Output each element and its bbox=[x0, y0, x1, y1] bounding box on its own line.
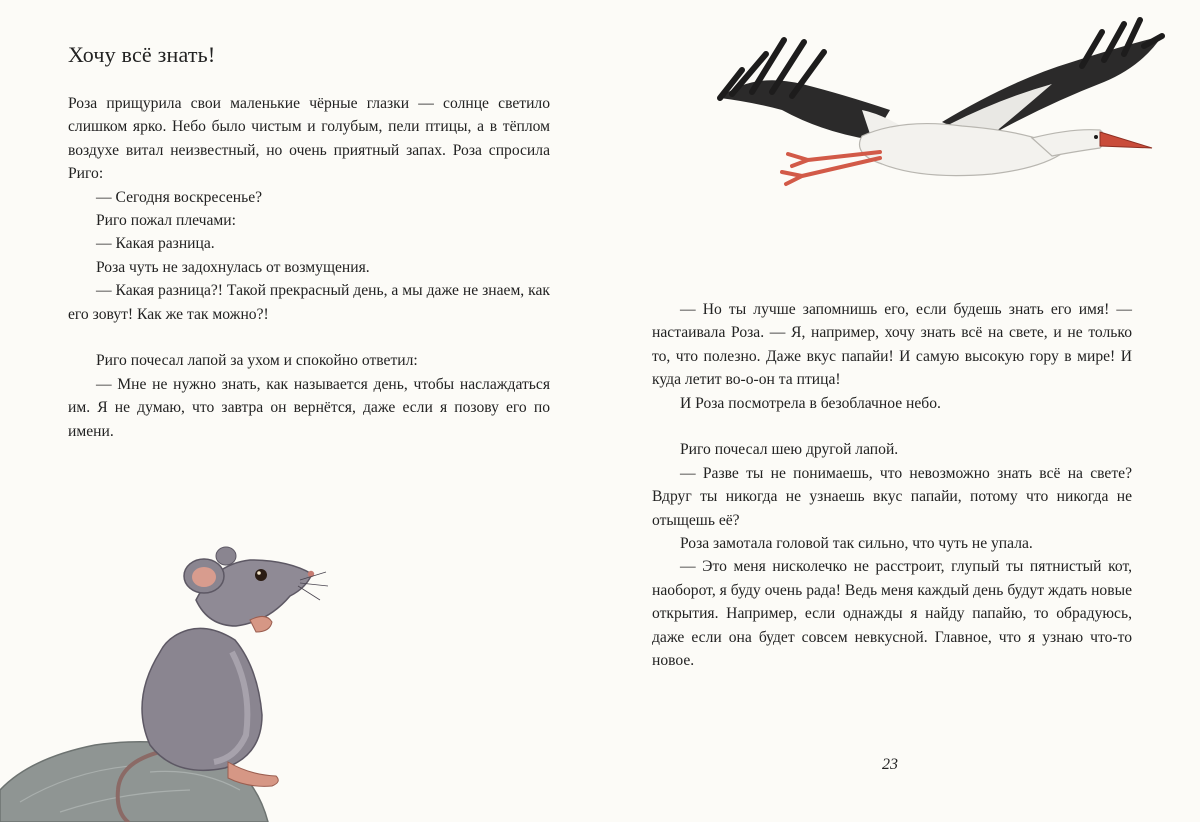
paragraph: Роза чуть не задохнулась от возмущения. bbox=[96, 258, 370, 276]
paragraph: Риго почесал лапой за ухом и спокойно ответил: bbox=[96, 352, 418, 370]
paragraph: Риго пожал плечами: bbox=[96, 212, 236, 230]
paragraph: — Какая разница?! Такой прекрасный день, а мы даже не знаем, как его зовут! Как же так можно?! bbox=[68, 282, 550, 323]
paragraph: — Это меня нисколечко не расстроит, глупый ты пятнистый кот, наоборот, я буду очень рада! Ведь меня каждый день будут ждать новые открытия. Например, если однажды я найду папайю, то обрадуюсь, даже если она будет совсем невкусной. Главное, что я узнаю что-то новое. bbox=[652, 558, 1132, 670]
paragraph: — Но ты лучше запомнишь его, если будешь знать его имя! — настаивала Роза. — Я, например, хочу знать всё на свете, и не только то, что полезно. Даже вкус папайи! И самую высокую гору в мире! И куда летит во-о-он та птица! bbox=[652, 301, 1132, 389]
paragraph: — Мне не нужно знать, как называется день, чтобы наслаждаться им. Я не думаю, что завтра он вернётся, даже если я позову его по имени. bbox=[68, 375, 550, 440]
paragraph: Риго почесал шею другой лапой. bbox=[680, 441, 899, 459]
paragraph: И Роза посмотрела в безоблачное небо. bbox=[680, 394, 941, 412]
paragraph: — Какая разница. bbox=[96, 235, 215, 253]
right-page-text bbox=[652, 298, 1132, 672]
right-page bbox=[600, 0, 1200, 822]
paragraph: — Разве ты не понимаешь, что невозможно знать всё на свете? Вдруг ты никогда не узнаешь вкус папайи, потому что никогда не отыщешь её? bbox=[652, 464, 1132, 529]
page-number: 23 bbox=[882, 756, 898, 773]
paragraph: Роза замотала головой так сильно, что чуть не упала. bbox=[680, 535, 1033, 553]
paragraph: Роза прищурила свои маленькие чёрные глазки — солнце светило слишком ярко. Небо было чистым и голубым, пели птицы, а в тёплом воздухе витал неизвестный, но очень приятный запах. Роза спросила Риго: bbox=[68, 95, 550, 183]
paragraph: — Сегодня воскресенье? bbox=[96, 188, 263, 206]
mouse-on-rock-illustration bbox=[0, 540, 330, 822]
chapter-title: Хочу всё знать! bbox=[68, 42, 216, 67]
stork-illustration bbox=[712, 14, 1168, 192]
left-page-text bbox=[68, 92, 550, 443]
